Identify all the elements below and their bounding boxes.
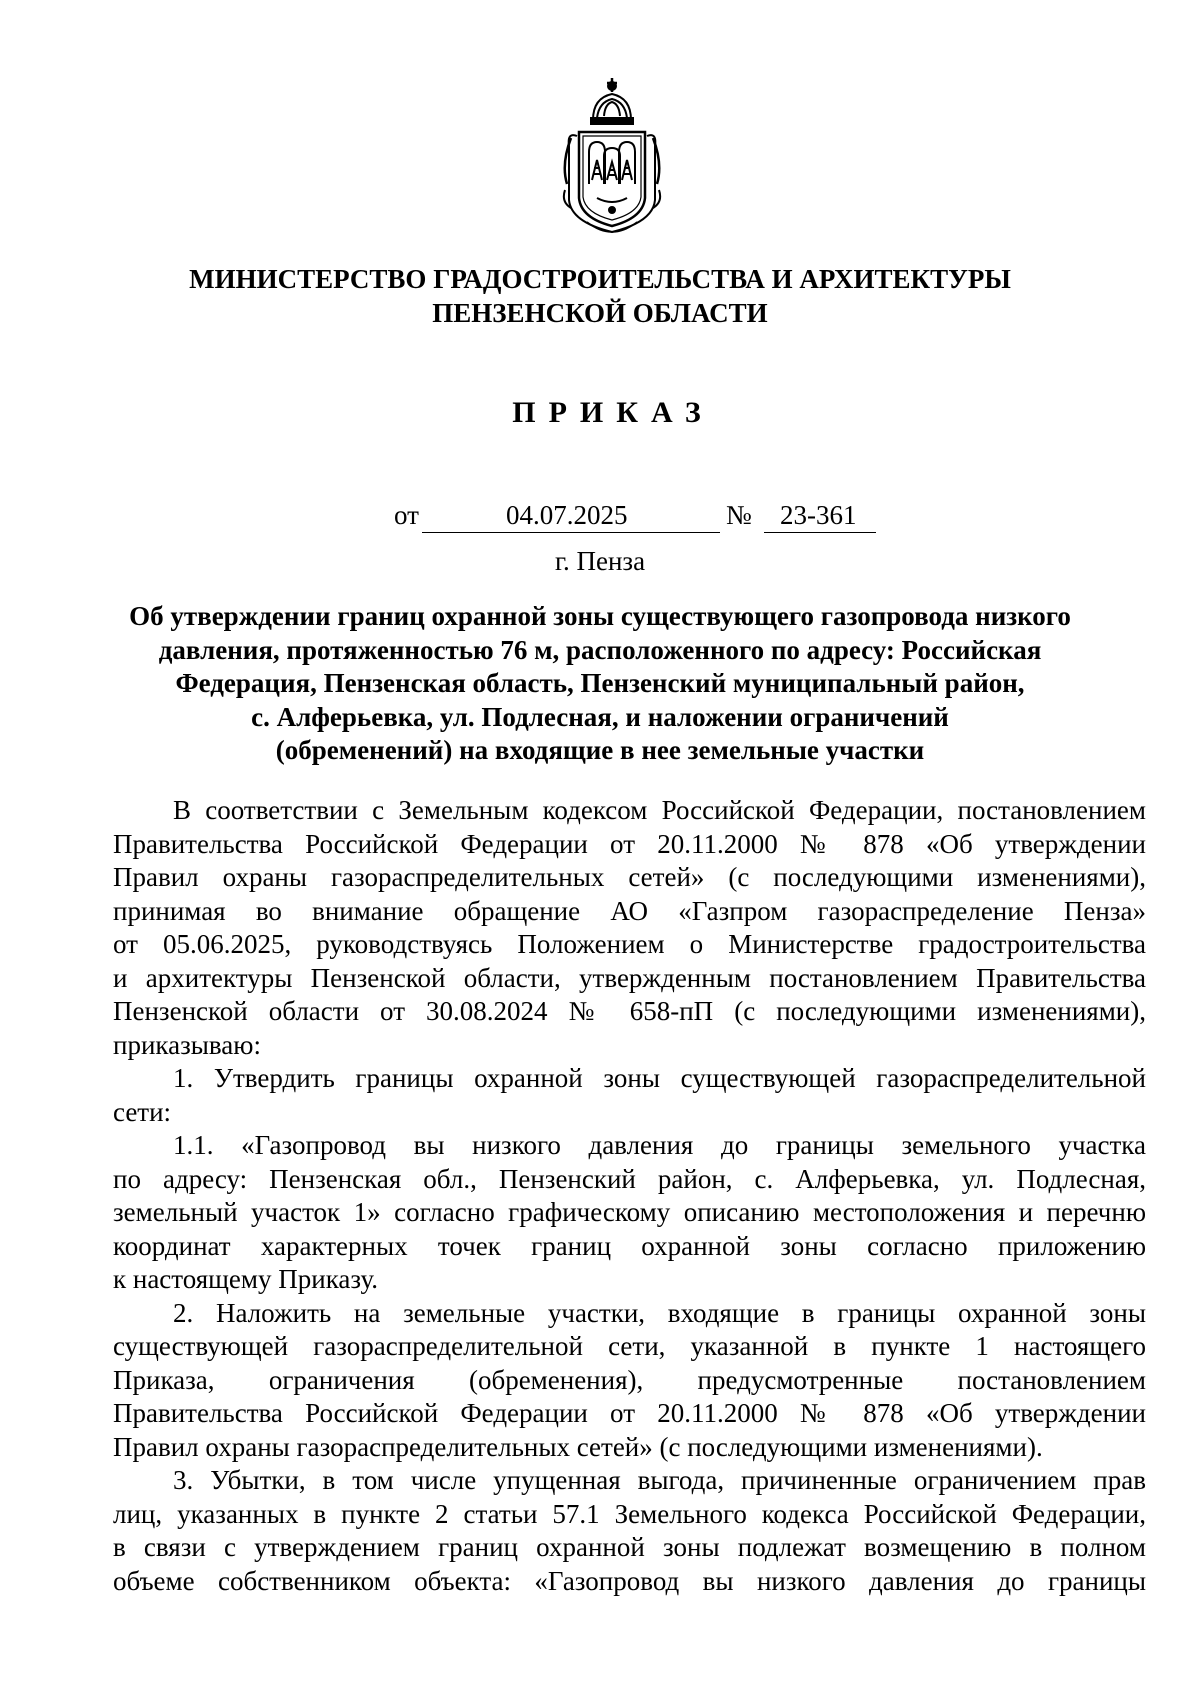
- body-line: по адресу: Пензенская обл., Пензенский район, с. Алферьевка, ул. Подлесная,: [113, 1163, 1146, 1194]
- penza-coat-of-arms-icon: [557, 72, 667, 244]
- body-line: и архитектуры Пензенской области, утвержденным постановлением Правительства: [113, 962, 1146, 993]
- body-line: Правил охраны газораспределительных сетей» (с последующими изменениями).: [113, 1431, 1043, 1462]
- subject-line: Об утверждении границ охранной зоны существующего газопровода низкого: [129, 601, 1071, 631]
- body-line: координат характерных точек границ охранной зоны согласно приложению: [113, 1230, 1146, 1261]
- body-line: 2. Наложить на земельные участки, входящие в границы охранной зоны: [173, 1297, 1146, 1328]
- body-line: от 05.06.2025, руководствуясь Положением о Министерстве градостроительства: [113, 929, 1146, 959]
- city: г. Пенза: [554, 546, 646, 576]
- body-line: Правил охраны газораспределительных сетей» (с последующими изменениями),: [113, 862, 1146, 892]
- subject-line: с. Алферьевка, ул. Подлесная, и наложении ограничений: [251, 701, 949, 732]
- subject-line: давления, протяженностью 76 м, расположенного по адресу: Российская: [158, 634, 1042, 665]
- date-underline: [422, 532, 720, 533]
- body-line: объеме собственником объекта: «Газопровод вы низкого давления до границы: [113, 1565, 1146, 1596]
- ministry-name: [0, 262, 1200, 330]
- body-line: Правительства Российской Федерации от 20.11.2000 № 878 «Об утверждении: [113, 1398, 1146, 1428]
- document-number: 23-361: [780, 500, 857, 530]
- body-line: В соответствии с Земельным кодексом Российской Федерации, постановлением: [173, 795, 1146, 825]
- ministry-name-line-1: МИНИСТЕРСТВО ГРАДОСТРОИТЕЛЬСТВА И АРХИТЕКТУРЫ: [189, 264, 1011, 294]
- document-date: 04.07.2025: [506, 500, 628, 530]
- subject-line: (обременений) на входящие в нее земельные участки: [275, 735, 925, 765]
- item-1-1-paragraph: [113, 1129, 1146, 1297]
- body-line: к настоящему Приказу.: [113, 1264, 379, 1294]
- body-line: приказываю:: [113, 1029, 261, 1060]
- date-prefix: от: [394, 500, 419, 530]
- number-underline: [764, 532, 876, 533]
- number-prefix: №: [726, 500, 752, 530]
- item-2-paragraph: [113, 1297, 1146, 1465]
- body-line: в связи с утверждением границ охранной зоны подлежат возмещению в полном: [113, 1532, 1146, 1562]
- body-line: Приказа, ограничения (обременения), предусмотренные постановлением: [113, 1364, 1146, 1395]
- body-line: Правительства Российской Федерации от 20.11.2000 № 878 «Об утверждении: [113, 828, 1146, 859]
- document-body: [113, 794, 1146, 1598]
- body-line: Пензенской области от 30.08.2024 № 658-пП (с последующими изменениями),: [113, 996, 1146, 1026]
- body-line: лиц, указанных в пункте 2 статьи 57.1 Земельного кодекса Российской Федерации,: [113, 1498, 1146, 1529]
- item-1-paragraph: [113, 1062, 1146, 1129]
- preamble-paragraph: [113, 794, 1146, 1062]
- subject-line: Федерация, Пензенская область, Пензенский муниципальный район,: [175, 668, 1025, 698]
- document-subject: [0, 600, 1200, 768]
- ministry-name-line-2: ПЕНЗЕНСКОЙ ОБЛАСТИ: [432, 298, 768, 328]
- body-line: 3. Убытки, в том числе упущенная выгода, причиненные ограничением прав: [173, 1465, 1146, 1495]
- body-line: существующей газораспределительной сети, указанной в пункте 1 настоящего: [113, 1331, 1146, 1361]
- document-type: ПРИКАЗ: [512, 396, 714, 429]
- body-line: 1. Утвердить границы охранной зоны существующей газораспределительной: [173, 1063, 1146, 1093]
- body-line: 1.1. «Газопровод вы низкого давления до границы земельного участка: [173, 1130, 1146, 1160]
- body-line: принимая во внимание обращение АО «Газпром газораспределение Пенза»: [113, 895, 1146, 926]
- item-3-paragraph: [113, 1464, 1146, 1598]
- body-line: сети:: [113, 1096, 172, 1127]
- body-line: земельный участок 1» согласно графическому описанию местоположения и перечню: [113, 1197, 1146, 1227]
